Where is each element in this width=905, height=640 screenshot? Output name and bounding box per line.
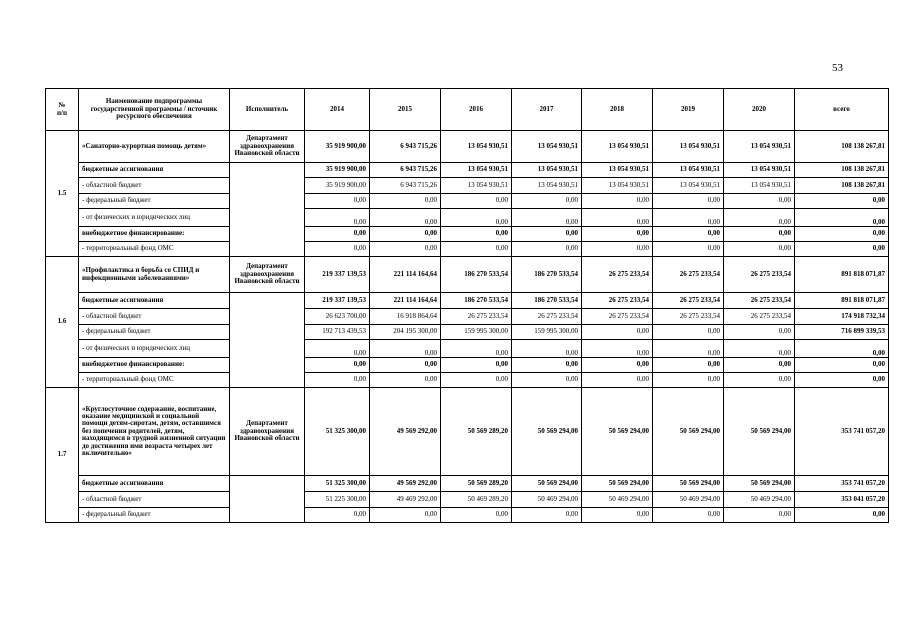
year-value: 0,00 [653,340,724,358]
total-value: 891 818 071,87 [795,257,889,293]
funding-row [46,508,889,523]
header-executor: Исполнитель [230,89,305,131]
funding-source-name: бюджетные ассигнования [79,476,230,492]
year-value: 13 054 930,51 [653,178,724,194]
year-value: 0,00 [305,227,370,242]
funding-row [46,209,889,227]
year-value: 0,00 [653,325,724,340]
year-value: 13 054 930,51 [724,131,795,163]
year-value: 221 114 164,64 [370,257,441,293]
total-value: 353 741 057,20 [795,476,889,492]
year-value: 186 270 533,54 [441,257,512,293]
year-value: 50 469 294,00 [724,492,795,508]
year-value: 51 225 300,00 [305,492,370,508]
year-value: 13 054 930,51 [582,131,653,163]
year-value: 51 325 300,00 [305,388,370,476]
year-value: 26 623 700,00 [305,309,370,325]
year-value: 0,00 [370,508,441,523]
total-value: 108 138 267,81 [795,131,889,163]
year-value: 0,00 [512,242,582,257]
year-value: 0,00 [305,194,370,209]
year-value: 0,00 [724,242,795,257]
funding-row [46,163,889,178]
funding-row [46,309,889,325]
total-value: 353 741 057,20 [795,388,889,476]
funding-source-name: - от физических и юридических лиц [79,209,230,227]
year-value: 0,00 [724,508,795,523]
year-value: 0,00 [653,242,724,257]
total-value: 0,00 [795,242,889,257]
year-value: 0,00 [305,373,370,388]
total-value: 0,00 [795,227,889,242]
year-value: 49 569 292,00 [370,476,441,492]
year-value: 35 919 900,00 [305,178,370,194]
budget-table [45,88,889,523]
year-value: 13 054 930,51 [653,163,724,178]
year-value: 16 918 864,64 [370,309,441,325]
funding-row [46,373,889,388]
year-value: 0,00 [653,194,724,209]
funding-row [46,293,889,309]
year-value: 192 713 439,53 [305,325,370,340]
year-value: 0,00 [653,227,724,242]
year-value: 6 943 715,26 [370,163,441,178]
year-value: 0,00 [724,340,795,358]
funding-source-name: - областной бюджет [79,309,230,325]
year-value: 0,00 [512,358,582,373]
header-year: 2017 [512,89,582,131]
year-value: 0,00 [653,209,724,227]
executor-blank [230,163,305,257]
year-value: 50 569 294,00 [512,388,582,476]
year-value: 26 275 233,54 [582,309,653,325]
year-value: 13 054 930,51 [724,163,795,178]
year-value: 0,00 [724,325,795,340]
year-value: 26 275 233,54 [441,309,512,325]
header-year: 2015 [370,89,441,131]
funding-row [46,242,889,257]
funding-source-name: - территориальный фонд ОМС [79,242,230,257]
year-value: 221 114 164,64 [370,293,441,309]
year-value: 0,00 [653,508,724,523]
year-value: 0,00 [370,242,441,257]
year-value: 6 943 715,26 [370,178,441,194]
executor: Департамент здравоохранения Ивановской области [230,131,305,163]
year-value: 0,00 [305,358,370,373]
program-name: «Круглосуточное содержание, воспитание, оказание медицинской и социальной помощи детям-сиротам, детям, оставшимся без попечения родителей, детям, находящимся в трудной жизненной ситуации до достижения ими возраста четырех лет включительно» [79,388,230,476]
total-value: 353 041 057,20 [795,492,889,508]
header-name: Наименование подпрограммы государственной программы / источник ресурсного обеспечения [79,89,230,131]
year-value: 13 054 930,51 [512,178,582,194]
year-value: 50 569 294,00 [653,388,724,476]
total-value: 174 918 732,34 [795,309,889,325]
total-value: 108 138 267,81 [795,178,889,194]
year-value: 50 569 294,00 [724,388,795,476]
year-value: 219 337 139,53 [305,293,370,309]
executor: Департамент здравоохранения Ивановской области [230,257,305,293]
year-value: 0,00 [582,508,653,523]
funding-source-name: внебюджетное финансирование: [79,227,230,242]
year-value: 26 275 233,54 [512,309,582,325]
program-name: «Профилактика и борьба со СПИД и инфекционными заболеваниями» [79,257,230,293]
year-value: 0,00 [370,227,441,242]
year-value: 26 275 233,54 [653,309,724,325]
total-value: 0,00 [795,209,889,227]
year-value: 186 270 533,54 [512,293,582,309]
funding-row [46,325,889,340]
year-value: 0,00 [305,242,370,257]
funding-row [46,178,889,194]
year-value: 0,00 [441,242,512,257]
year-value: 0,00 [370,209,441,227]
year-value: 0,00 [512,373,582,388]
year-value: 0,00 [724,209,795,227]
funding-row [46,340,889,358]
year-value: 0,00 [512,340,582,358]
header-year: 2018 [582,89,653,131]
year-value: 0,00 [582,227,653,242]
total-value: 0,00 [795,358,889,373]
year-value: 0,00 [724,373,795,388]
year-value: 50 569 294,00 [653,476,724,492]
executor-blank [230,476,305,523]
total-value: 716 899 339,53 [795,325,889,340]
year-value: 186 270 533,54 [441,293,512,309]
header-year: 2014 [305,89,370,131]
program-row [46,388,889,476]
year-value: 26 275 233,54 [582,257,653,293]
year-value: 13 054 930,51 [441,131,512,163]
year-value: 0,00 [512,194,582,209]
funding-source-name: - областной бюджет [79,492,230,508]
header-total: всего [795,89,889,131]
year-value: 13 054 930,51 [582,178,653,194]
year-value: 0,00 [582,373,653,388]
funding-source-name: - областной бюджет [79,178,230,194]
total-value: 891 818 071,87 [795,293,889,309]
page-number: 53 [832,62,843,74]
year-value: 35 919 900,00 [305,163,370,178]
year-value: 0,00 [582,242,653,257]
year-value: 13 054 930,51 [653,131,724,163]
year-value: 159 995 300,00 [441,325,512,340]
year-value: 0,00 [653,358,724,373]
year-value: 50 569 294,00 [724,476,795,492]
total-value: 0,00 [795,508,889,523]
year-value: 50 469 289,20 [441,492,512,508]
total-value: 0,00 [795,194,889,209]
year-value: 35 919 900,00 [305,131,370,163]
table-body [46,131,889,523]
year-value: 0,00 [441,194,512,209]
year-value: 0,00 [441,373,512,388]
year-value: 0,00 [582,340,653,358]
year-value: 0,00 [724,194,795,209]
section-number: 1.7 [46,388,79,523]
table-header-row [46,89,889,131]
header-num: № п/п [46,89,79,131]
year-value: 0,00 [512,209,582,227]
funding-source-name: - федеральный бюджет [79,194,230,209]
funding-row [46,227,889,242]
year-value: 0,00 [305,209,370,227]
year-value: 0,00 [582,358,653,373]
year-value: 49 569 292,00 [370,388,441,476]
header-year: 2016 [441,89,512,131]
year-value: 0,00 [441,209,512,227]
year-value: 6 943 715,26 [370,131,441,163]
year-value: 0,00 [370,194,441,209]
year-value: 0,00 [582,325,653,340]
year-value: 0,00 [441,508,512,523]
year-value: 159 995 300,00 [512,325,582,340]
year-value: 26 275 233,54 [724,257,795,293]
year-value: 49 469 292,00 [370,492,441,508]
year-value: 50 569 289,20 [441,388,512,476]
year-value: 186 270 533,54 [512,257,582,293]
year-value: 51 325 300,00 [305,476,370,492]
year-value: 0,00 [370,373,441,388]
year-value: 0,00 [582,194,653,209]
year-value: 0,00 [441,358,512,373]
funding-row [46,194,889,209]
year-value: 50 469 294,00 [582,492,653,508]
year-value: 50 569 294,00 [582,476,653,492]
funding-row [46,476,889,492]
year-value: 26 275 233,54 [724,309,795,325]
year-value: 0,00 [305,508,370,523]
year-value: 0,00 [582,209,653,227]
year-value: 0,00 [370,358,441,373]
total-value: 0,00 [795,340,889,358]
year-value: 50 569 294,00 [582,388,653,476]
total-value: 108 138 267,81 [795,163,889,178]
year-value: 50 569 289,20 [441,476,512,492]
year-value: 13 054 930,51 [441,163,512,178]
funding-source-name: внебюджетное финансирование: [79,358,230,373]
year-value: 13 054 930,51 [582,163,653,178]
section-number: 1.5 [46,131,79,257]
year-value: 0,00 [305,340,370,358]
year-value: 0,00 [724,227,795,242]
header-year: 2020 [724,89,795,131]
year-value: 26 275 233,54 [653,257,724,293]
year-value: 26 275 233,54 [582,293,653,309]
year-value: 13 054 930,51 [724,178,795,194]
header-year: 2019 [653,89,724,131]
year-value: 0,00 [370,340,441,358]
funding-row [46,492,889,508]
year-value: 50 469 294,00 [653,492,724,508]
executor-blank [230,293,305,388]
section-number: 1.6 [46,257,79,388]
program-name: «Санаторно-курортная помощь детям» [79,131,230,163]
program-row [46,131,889,163]
funding-row [46,358,889,373]
year-value: 0,00 [724,358,795,373]
funding-source-name: - федеральный бюджет [79,508,230,523]
year-value: 13 054 930,51 [512,163,582,178]
year-value: 204 195 300,00 [370,325,441,340]
year-value: 219 337 139,53 [305,257,370,293]
year-value: 26 275 233,54 [653,293,724,309]
funding-source-name: бюджетные ассигнования [79,163,230,178]
program-row [46,257,889,293]
year-value: 50 569 294,00 [512,476,582,492]
year-value: 26 275 233,54 [724,293,795,309]
funding-source-name: - от физических и юридических лиц [79,340,230,358]
year-value: 0,00 [441,340,512,358]
year-value: 0,00 [512,227,582,242]
year-value: 0,00 [512,508,582,523]
year-value: 13 054 930,51 [512,131,582,163]
year-value: 13 054 930,51 [441,178,512,194]
funding-source-name: - федеральный бюджет [79,325,230,340]
year-value: 50 469 294,00 [512,492,582,508]
year-value: 0,00 [653,373,724,388]
executor: Департамент здравоохранения Ивановской области [230,388,305,476]
funding-source-name: бюджетные ассигнования [79,293,230,309]
year-value: 0,00 [441,227,512,242]
funding-source-name: - территориальный фонд ОМС [79,373,230,388]
total-value: 0,00 [795,373,889,388]
